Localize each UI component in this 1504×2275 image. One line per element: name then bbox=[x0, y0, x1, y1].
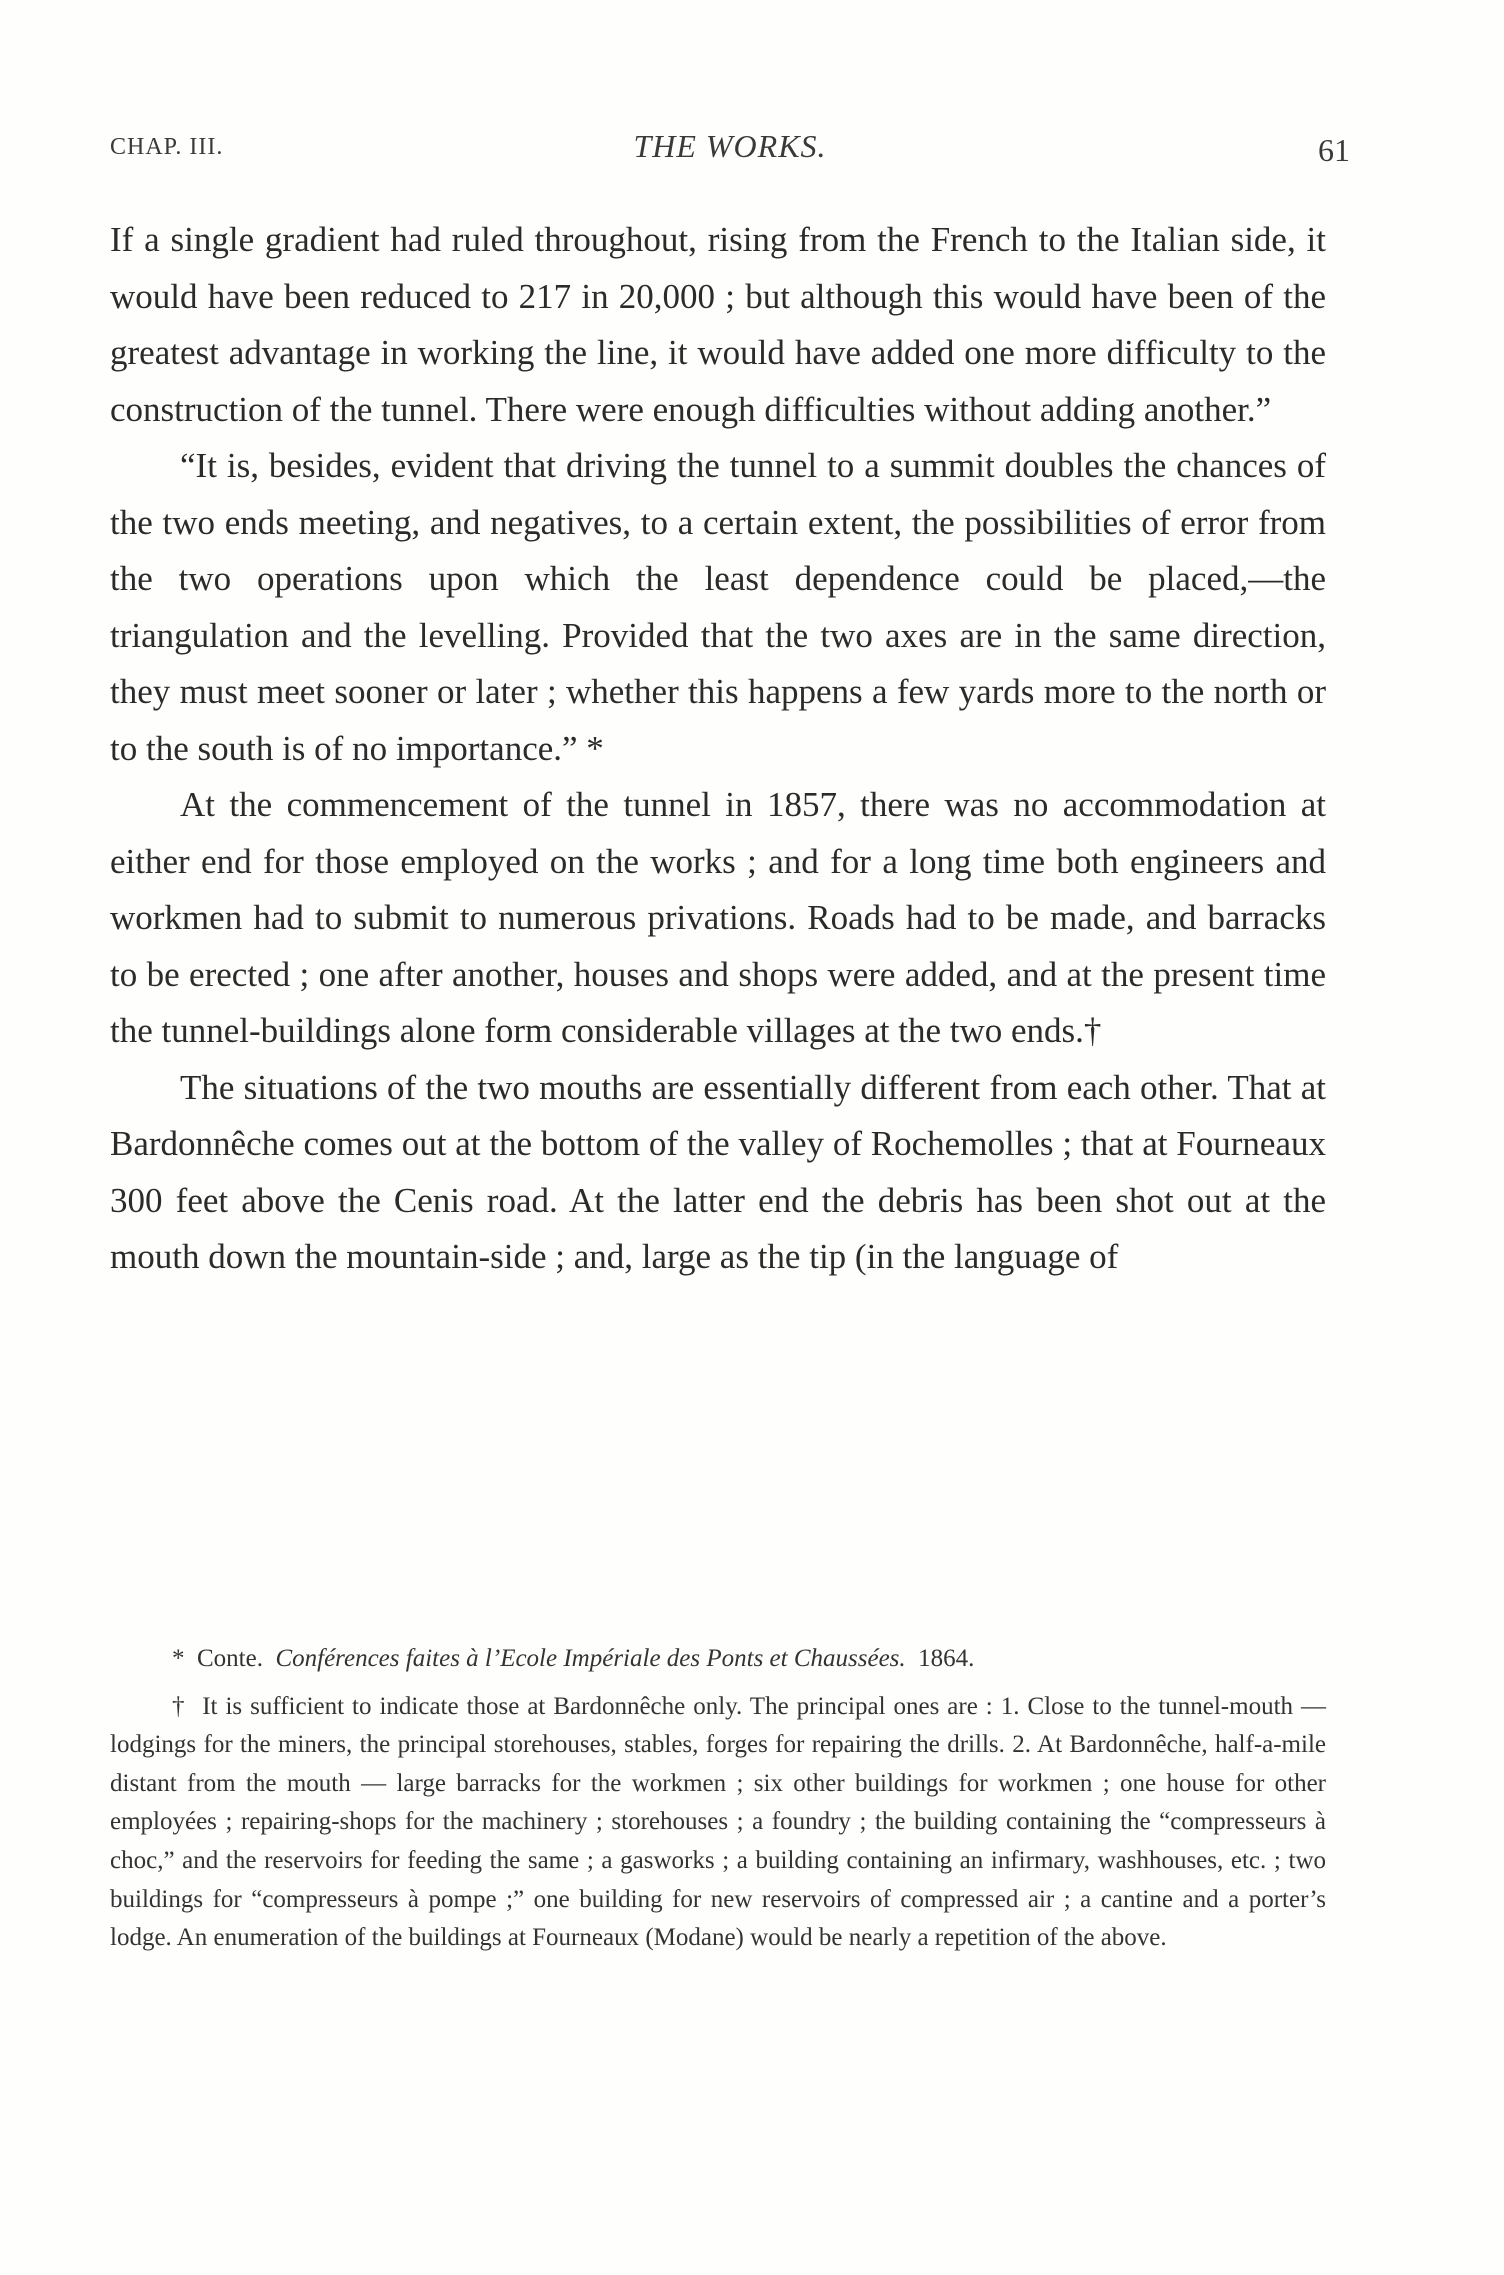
footnote-dagger-marker: † bbox=[172, 1692, 187, 1720]
running-head bbox=[110, 128, 1350, 168]
paragraph-summit: “It is, besides, evident that driving the tunnel to a summit doubles the chances of the two ends meeting, and negatives, to a certain extent, the possibilities of error from the two operations upon which the least dependence could be placed,—the triangulation and the levelling. Provided that the two axes are in the same direction, they must meet sooner or later ; whether this happens a few yards more to the north or to the south is of no importance.” * bbox=[110, 446, 1326, 768]
footnote-star bbox=[110, 1640, 1326, 1679]
paragraph-situations: The situations of the two mouths are essentially different from each other. That at Bardonnêche comes out at the bottom of the valley of Rochemolles ; that at Fourneaux 300 feet above the Cenis road. At the latter end the debris has been shot out at the mouth down the mountain-side ; and, large as the tip (in the language of bbox=[110, 1067, 1326, 1276]
footnote-star-work: Conférences faites à l’Ecole Impériale des Ponts et Chaussées. bbox=[275, 1645, 906, 1672]
page-number: 61 bbox=[1318, 132, 1350, 168]
paragraph-gradient: If a single gradient had ruled throughout, rising from the French to the Italian side, it would have been reduced to 217 in 20,000 ; but although this would have been of the greatest advantage in working the line, it would have added one more difficulty to the construction of the tunnel. There were enough difficulties without adding another.” bbox=[110, 220, 1326, 429]
chapter-label: CHAP. III. bbox=[110, 134, 224, 160]
footnote-dagger-text: It is sufficient to indicate those at Bardonnêche only. The principal ones are : 1. Close to the tunnel-mouth — lodgings for the miners, the principal storehouses, stables, forges for repairing the drills. 2. At Bardonnêche, half-a-mile distant from the mouth — large barracks for the workmen ; six other buildings for workmen ; one house for other employées ; repairing-shops for the machinery ; storehouses ; a foundry ; the building containing the “compresseurs à choc,” and the reservoirs for feeding the same ; a gasworks ; a building containing an infirmary, washhouses, etc. ; two buildings for “compresseurs à pompe ;” one building for new reservoirs of compressed air ; a cantine and a porter’s lodge. An enumeration of the buildings at Fourneaux (Modane) would be nearly a repetition of the above. bbox=[110, 1692, 1327, 1952]
footnotes bbox=[110, 1640, 1326, 1958]
footnote-star-marker: * bbox=[172, 1645, 185, 1672]
footnote-star-author: Conte. bbox=[197, 1645, 263, 1672]
footnote-dagger bbox=[110, 1688, 1326, 1958]
footnote-star-year: 1864. bbox=[918, 1645, 975, 1672]
paragraph-commencement: At the commencement of the tunnel in 1857, there was no accommodation at either end for those employed on the works ; and for a long time both engineers and workmen had to submit to numerous privations. Roads had to be made, and barracks to be erected ; one after another, houses and shops were added, and at the present time the tunnel-buildings alone form considerable villages at the two ends.† bbox=[110, 785, 1326, 1050]
running-title: THE WORKS. bbox=[633, 128, 827, 164]
body-text bbox=[110, 212, 1326, 1286]
